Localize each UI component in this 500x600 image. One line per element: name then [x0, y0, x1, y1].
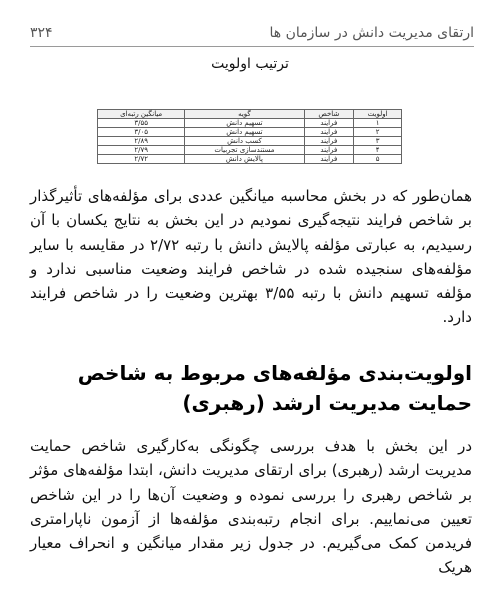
section-heading: اولویت‌بندی مؤلفه‌های مربوط به شاخص حمایت مدیریت ارشد (رهبری) [77, 361, 472, 415]
priority-table-container [97, 109, 402, 164]
cell-mean-rank: ۲/۷۹ [98, 146, 185, 155]
body-paragraph: همان‌طور که در بخش محاسبه میانگین عددی برای مؤلفه‌های تأثیرگذار بر شاخص فرایند نتیجه‌گیری نمودیم در این بخش به نتایج یکسان با آن رسیدیم، به عبارتی مؤلفه پالایش دانش با رتبه ۲/۷۲ در مقایسه با سایر مؤلفه‌های سنجیده شده در شاخص فرایند وضعیت مناسبی ندارد و مؤلفه تسهیم دانش با رتبه ۳/۵۵ بهترین وضعیت را در شاخص فرایند دارد. [30, 187, 473, 327]
cell-item: کسب دانش [185, 137, 304, 146]
table-row [98, 119, 402, 128]
priority-table [97, 109, 402, 164]
cell-index: فرایند [304, 128, 354, 137]
page-header [30, 20, 474, 47]
cell-index: فرایند [304, 119, 354, 128]
column-header-priority: اولویت [354, 110, 402, 119]
table-row [98, 137, 402, 146]
column-header-mean-rank: میانگین رتبه‌ای [98, 110, 185, 119]
cell-priority: ۳ [354, 137, 402, 146]
cell-item: تسهیم دانش [185, 128, 304, 137]
column-header-item: گویه [185, 110, 304, 119]
cell-item: پالایش دانش [185, 155, 304, 164]
table-caption: ترتیب اولویت [211, 56, 289, 72]
cell-mean-rank: ۳/۵۵ [98, 119, 185, 128]
cell-item: مستندسازی تجربیات [185, 146, 304, 155]
page-number: ۳۲۴ [30, 25, 53, 41]
column-header-index: شاخص [304, 110, 354, 119]
cell-mean-rank: ۳/۰۵ [98, 128, 185, 137]
cell-mean-rank: ۲/۷۲ [98, 155, 185, 164]
cell-priority: ۴ [354, 146, 402, 155]
cell-mean-rank: ۲/۸۹ [98, 137, 185, 146]
cell-priority: ۵ [354, 155, 402, 164]
cell-index: فرایند [304, 155, 354, 164]
cell-item: تسهیم دانش [185, 119, 304, 128]
table-row [98, 128, 402, 137]
cell-index: فرایند [304, 137, 354, 146]
table-row [98, 155, 402, 164]
table-row [98, 146, 402, 155]
cell-priority: ۲ [354, 128, 402, 137]
table-header-row [98, 110, 402, 119]
cell-index: فرایند [304, 146, 354, 155]
cell-priority: ۱ [354, 119, 402, 128]
running-title: ارتقای مدیریت دانش در سازمان ها [269, 25, 474, 41]
body-paragraph: در این بخش با هدف بررسی چگونگی به‌کارگیری شاخص حمایت مدیریت ارشد (رهبری) برای ارتقای مدیریت دانش، ابتدا مؤلفه‌های مؤثر بر شاخص رهبری را بررسی نموده و وضعیت آن‌ها را در این شاخص تعیین می‌نماییم. برای انجام رتبه‌بندی مؤلفه‌ها از آزمون ناپارامتری فریدمن کمک می‌گیریم. در جدول زیر مقدار میانگین و انحراف معیار هریک [30, 437, 472, 577]
